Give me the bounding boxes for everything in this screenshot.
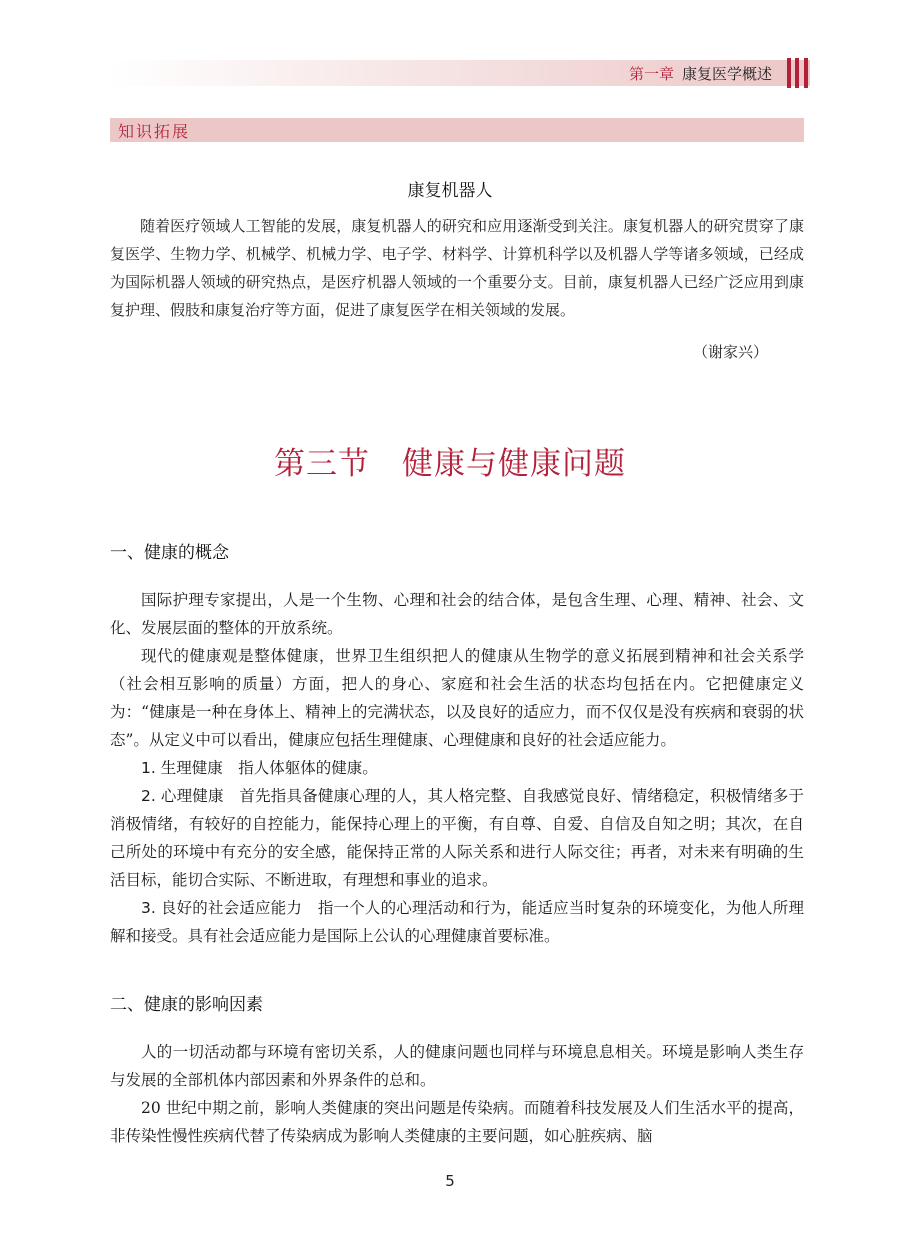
page-number: 5: [445, 1172, 455, 1190]
term-description: 指人体躯体的健康。: [238, 759, 378, 777]
knowledge-box-paragraph: 随着医疗领域人工智能的发展，康复机器人的研究和应用逐渐受到关注。康复机器人的研究贯穿了康复医学、生物力学、机械学、机械力学、电子学、材料学、计算机科学以及机器人学等诸多领域，已经成为国际机器人领域的研究热点，是医疗机器人领域的一个重要分支。目前，康复机器人已经广泛应用到康复护理、假肢和康复治疗等方面，促进了康复医学在相关领域的发展。: [110, 217, 804, 319]
term-description: 首先指具备健康心理的人，其人格完整、自我感觉良好、情绪稳定，积极情绪多于消极情绪，有较好的自控能力，能保持心理上的平衡，有自尊、自爱、自信及自知之明；其次，在自己所处的环境中有充分的安全感，能保持正常的人际关系和进行人际交往；再者，对未来有明确的生活目标，能切合实际、不断进取，有理想和事业的追求。: [110, 787, 804, 889]
list-item-mental-health: [110, 782, 804, 894]
knowledge-box-text: [110, 212, 804, 324]
header-bars-decoration: [783, 58, 813, 88]
health-concept-body: [110, 586, 804, 950]
heading-health-concept: 一、健康的概念: [110, 543, 229, 563]
section-title: 第三节 健康与健康问题: [274, 446, 626, 482]
paragraph: 国际护理专家提出，人是一个生物、心理和社会的结合体，是包含生理、心理、精神、社会、文化、发展层面的整体的开放系统。: [110, 591, 804, 637]
list-item-physical-health: [110, 754, 804, 782]
term-label: 2. 心理健康: [141, 787, 224, 805]
term-label: 1. 生理健康: [141, 759, 223, 777]
chapter-title: 康复医学概述: [681, 65, 772, 83]
health-factors-body: [110, 1038, 804, 1150]
heading-health-factors: 二、健康的影响因素: [110, 995, 263, 1015]
chapter-number: 第一章: [628, 65, 674, 83]
paragraph: 人的一切活动都与环境有密切关系，人的健康问题也同样与环境息息相关。环境是影响人类生存与发展的全部机体内部因素和外界条件的总和。: [110, 1043, 804, 1089]
knowledge-box-author: （谢家兴）: [692, 343, 768, 361]
term-description: 指一个人的心理活动和行为，能适应当时复杂的环境变化，为他人所理解和接受。具有社会适应能力是国际上公认的心理健康首要标准。: [110, 899, 804, 945]
knowledge-box-header: [110, 118, 804, 142]
knowledge-box-title: 康复机器人: [407, 181, 493, 201]
paragraph: 20 世纪中期之前，影响人类健康的突出问题是传染病。而随着科技发展及人们生活水平的提高，非传染性慢性疾病代替了传染病成为影响人类健康的主要问题，如心脏疾病、脑: [110, 1099, 804, 1145]
paragraph: 现代的健康观是整体健康，世界卫生组织把人的健康从生物学的意义拓展到精神和社会关系学（社会相互影响的质量）方面，把人的身心、家庭和社会生活的状态均包括在内。它把健康定义为：“健康是一种在身体上、精神上的完满状态，以及良好的适应力，而不仅仅是没有疾病和衰弱的状态”。从定义中可以看出，健康应包括生理健康、心理健康和良好的社会适应能力。: [110, 647, 804, 749]
term-label: 3. 良好的社会适应能力: [141, 899, 303, 917]
list-item-social-adaptation: [110, 894, 804, 950]
running-header: [629, 63, 772, 84]
knowledge-box-label: 知识拓展: [118, 122, 191, 141]
